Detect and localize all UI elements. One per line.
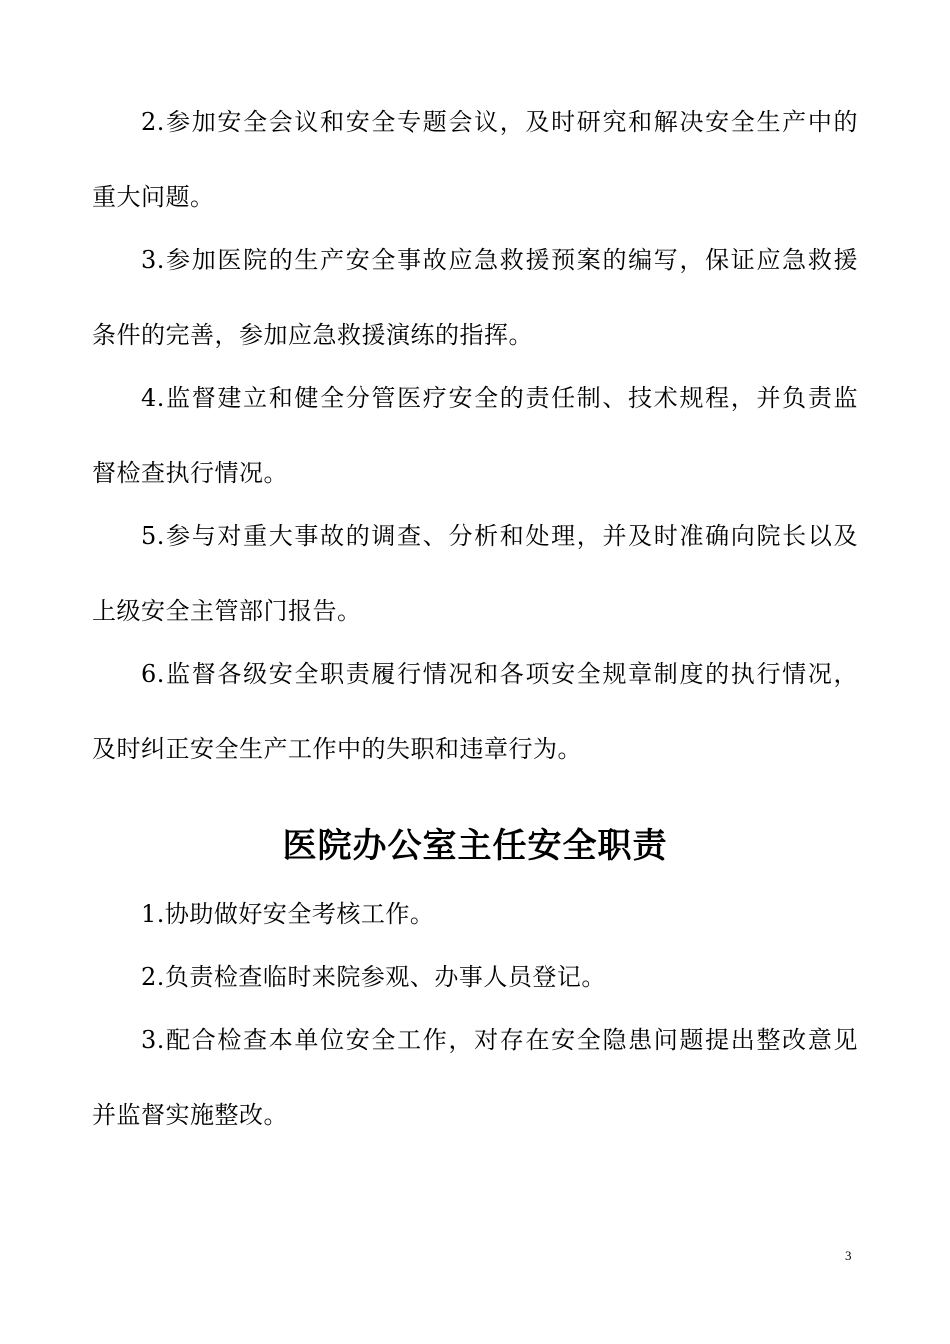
paragraph-line: 及时纠正安全生产工作中的失职和违章行为。: [92, 735, 582, 763]
section-heading: 医院办公室主任安全职责: [282, 826, 668, 866]
paragraph-line: 督检查执行情况。: [92, 459, 288, 487]
paragraph-line: 5.参与对重大事故的调查、分析和处理，并及时准确向院长以及: [141, 522, 858, 550]
paragraph-line: 2.负责检查临时来院参观、办事人员登记。: [141, 963, 606, 991]
paragraph-line: 4.监督建立和健全分管医疗安全的责任制、技术规程，并负责监: [141, 384, 858, 412]
paragraph-line: 1.协助做好安全考核工作。: [141, 900, 435, 928]
paragraph-line: 2.参加安全会议和安全专题会议，及时研究和解决安全生产中的: [141, 108, 858, 136]
paragraph-line: 条件的完善，参加应急救援演练的指挥。: [92, 321, 533, 349]
paragraph-line: 3.参加医院的生产安全事故应急救援预案的编写，保证应急救援: [141, 246, 858, 274]
paragraph-line: 上级安全主管部门报告。: [92, 597, 362, 625]
paragraph-line: 重大问题。: [92, 183, 215, 211]
page-number: 3: [845, 1248, 852, 1263]
paragraph-line: 6.监督各级安全职责履行情况和各项安全规章制度的执行情况，: [141, 660, 858, 688]
paragraph-line: 3.配合检查本单位安全工作，对存在安全隐患问题提出整改意见: [141, 1026, 858, 1054]
paragraph-line: 并监督实施整改。: [92, 1101, 288, 1129]
